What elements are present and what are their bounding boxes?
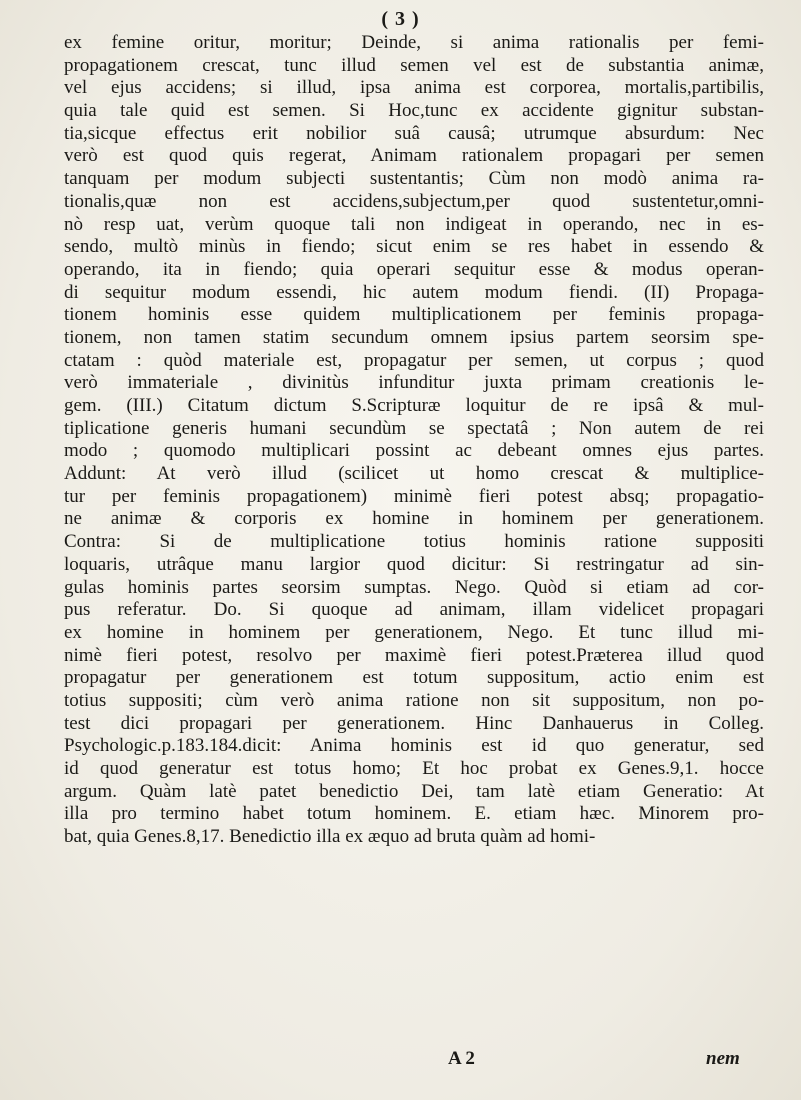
text-line: Contra: Si de multiplicatione totius hominis ratione suppositi <box>64 531 764 553</box>
text-line: verò immateriale , divinitùs infunditur juxta primam creationis le- <box>64 372 764 394</box>
text-line: modo ; quomodo multiplicari possint ac debeant omnes ejus partes. <box>64 440 764 462</box>
text-line: test dici propagari per generationem. Hinc Danhauerus in Colleg. <box>64 712 764 734</box>
text-line: tanquam per modum subjecti sustentantis; Cùm non modò anima ra- <box>64 168 764 190</box>
text-line: tionalis,quæ non est accidens,subjectum,per quod sustentetur,omni- <box>64 190 764 212</box>
page-footer <box>0 1048 801 1074</box>
catchword: nem <box>706 1048 740 1069</box>
text-line: id quod generatur est totus homo; Et hoc probat ex Genes.9,1. hocce <box>64 758 764 779</box>
text-line: tur per feminis propagationem) minimè fieri potest absq; propagatio- <box>64 485 764 507</box>
signature-mark: A 2 <box>448 1048 475 1069</box>
text-line: illa pro termino habet totum hominem. E. etiam hæc. Minorem pro- <box>64 803 764 825</box>
text-line: ex homine in hominem per generationem, Nego. Et tunc illud mi- <box>64 621 764 643</box>
text-line: tionem, non tamen statim secundum omnem ipsius partem seorsim spe- <box>64 326 764 348</box>
text-line: sendo, multò minùs in fiendo; sicut enim se res habet in essendo & <box>64 236 764 258</box>
page-number: ( 3 ) <box>381 8 420 30</box>
body-text <box>64 32 764 849</box>
text-line: nò resp uat, verùm quoque tali non indigeat in operando, nec in es- <box>64 213 764 235</box>
text-line: totius suppositi; cùm verò anima ratione non sit suppositum, non po- <box>64 689 764 711</box>
text-line: argum. Quàm latè patet benedictio Dei, tam latè etiam Generatio: At <box>64 780 764 802</box>
text-line: bat, quia Genes.8,17. Benedictio illa ex æquo ad bruta quàm ad homi- <box>64 826 596 848</box>
text-line: propagationem crescat, tunc illud semen vel est de substantia animæ, <box>64 54 764 76</box>
text-line: Addunt: At verò illud (scilicet ut homo crescat & multiplice- <box>64 463 764 485</box>
text-line: ex femine oritur, moritur; Deinde, si anima rationalis per femi- <box>64 32 764 53</box>
text-line: operando, ita in fiendo; quia operari sequitur esse & modus operan- <box>64 258 764 280</box>
text-line: quia tale quid est semen. Si Hoc,tunc ex accidente gignitur substan- <box>64 100 764 122</box>
text-line: loquaris, utrâque manu largior quod dicitur: Si restringatur ad sin- <box>64 553 764 575</box>
text-line: di sequitur modum essendi, hic autem modum fiendi. (II) Propaga- <box>64 281 764 303</box>
text-line: nimè fieri potest, resolvo per maximè fieri potest.Præterea illud quod <box>64 644 764 666</box>
text-line: propagatur per generationem est totum suppositum, actio enim est <box>64 667 764 689</box>
text-line: tia,sicque effectus erit nobilior suâ causâ; utrumque absurdum: Nec <box>64 122 764 144</box>
text-line: vel ejus accidens; si illud, ipsa anima est corporea, mortalis,partibilis, <box>64 77 764 99</box>
text-line: verò est quod quis regerat, Animam rationalem propagari per semen <box>64 145 764 167</box>
text-line: Psychologic.p.183.184.dicit: Anima hominis est id quo generatur, sed <box>64 735 764 757</box>
text-line: gem. (III.) Citatum dictum S.Scripturæ loquitur de re ipsâ & mul- <box>64 395 764 416</box>
text-line: gulas hominis partes seorsim sumptas. Nego. Quòd si etiam ad cor- <box>64 576 764 598</box>
text-line: tiplicatione generis humani secundùm se spectatâ ; Non autem de rei <box>64 417 764 439</box>
text-line: pus referatur. Do. Si quoque ad animam, illam videlicet propagari <box>64 599 764 621</box>
text-line: ctatam : quòd materiale est, propagatur per semen, ut corpus ; quod <box>64 349 764 371</box>
text-line: ne animæ & corporis ex homine in hominem per generationem. <box>64 508 764 530</box>
text-line: tionem hominis esse quidem multiplicationem per feminis propaga- <box>64 304 764 326</box>
